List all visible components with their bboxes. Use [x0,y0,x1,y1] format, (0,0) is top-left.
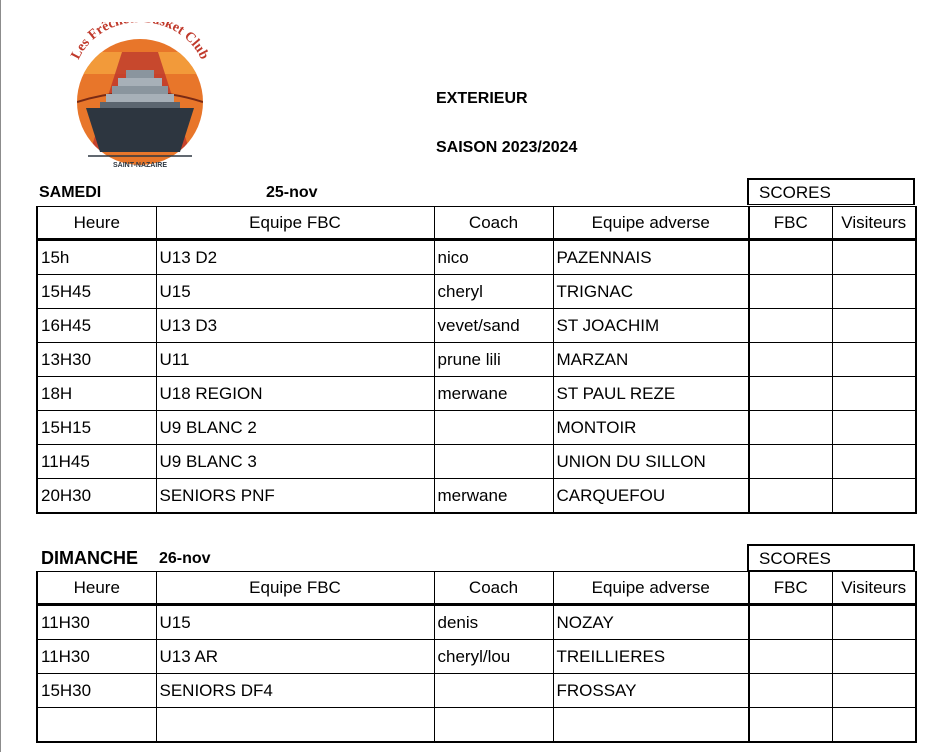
club-logo [60,22,220,172]
saturday-scores-header: SCORES [747,178,915,205]
sunday-date-label: 26-nov [159,550,211,567]
cell-equipe-adverse: PAZENNAIS [553,240,749,275]
col-equipe-adverse: Equipe adverse [553,572,749,605]
saturday-date-label: 25-nov [266,184,318,201]
cell-score-fbc[interactable] [749,275,832,309]
cell-score-fbc[interactable] [749,674,832,708]
cell-score-fbc[interactable] [749,411,832,445]
cell-equipe-fbc: SENIORS DF4 [156,674,434,708]
cell-coach: nico [434,240,553,275]
cell-equipe-fbc: U13 AR [156,640,434,674]
table-row [37,343,916,377]
cell-coach: merwane [434,377,553,411]
col-equipe-fbc: Equipe FBC [156,207,434,240]
table-row [37,605,916,640]
col-equipe-adverse: Equipe adverse [553,207,749,240]
col-score-visiteurs: Visiteurs [832,572,916,605]
cell-score-fbc[interactable] [749,377,832,411]
club-name-text: Les Frêc ket Club [68,22,212,63]
cell-coach: cheryl/lou [434,640,553,674]
col-equipe-fbc: Equipe FBC [156,572,434,605]
cell-coach: merwane [434,479,553,514]
cell-equipe-adverse: ST PAUL REZE [553,377,749,411]
cell-equipe-fbc: U15 [156,605,434,640]
cell-equipe-adverse: FROSSAY [553,674,749,708]
cell-score-fbc[interactable] [749,479,832,514]
cell-score-fbc[interactable] [749,445,832,479]
season-title: SAISON 2023/2024 [436,139,578,156]
cell-equipe-fbc: SENIORS PNF [156,479,434,514]
cell-equipe-adverse: CARQUEFOU [553,479,749,514]
cell-score-visiteurs[interactable] [832,275,916,309]
cell-score-visiteurs[interactable] [832,605,916,640]
cell-heure: 15H30 [37,674,156,708]
cell-equipe-fbc: U9 BLANC 2 [156,411,434,445]
cell-heure: 15h [37,240,156,275]
table-row [37,309,916,343]
cell-score-fbc[interactable] [749,708,832,743]
col-heure: Heure [37,572,156,605]
cell-equipe-adverse: UNION DU SILLON [553,445,749,479]
saturday-day-label: SAMEDI [39,184,102,201]
cell-equipe-adverse: MONTOIR [553,411,749,445]
page-left-rule [0,0,1,752]
table-row [37,479,916,514]
cell-equipe-fbc [156,708,434,743]
cell-score-visiteurs[interactable] [832,640,916,674]
cell-heure: 11H30 [37,605,156,640]
table-row [37,377,916,411]
cell-score-visiteurs[interactable] [832,445,916,479]
saturday-schedule-table [36,206,917,514]
cell-score-fbc[interactable] [749,640,832,674]
club-city-text: SAINT-NAZAIRE [112,162,168,169]
cell-heure [37,708,156,743]
cell-score-fbc[interactable] [749,240,832,275]
table-row [37,411,916,445]
cell-heure: 15H45 [37,275,156,309]
cell-equipe-adverse: ST JOACHIM [553,309,749,343]
cell-score-fbc[interactable] [749,309,832,343]
cell-coach: denis [434,605,553,640]
cell-heure: 13H30 [37,343,156,377]
cell-coach: vevet/sand [434,309,553,343]
cell-score-visiteurs[interactable] [832,343,916,377]
col-heure: Heure [37,207,156,240]
col-coach: Coach [434,572,553,605]
cell-score-visiteurs[interactable] [832,309,916,343]
cell-coach [434,674,553,708]
cell-score-visiteurs[interactable] [832,708,916,743]
col-score-fbc: FBC [749,572,832,605]
col-score-fbc: FBC [749,207,832,240]
cell-score-visiteurs[interactable] [832,479,916,514]
cell-heure: 18H [37,377,156,411]
col-coach: Coach [434,207,553,240]
cell-score-visiteurs[interactable] [832,411,916,445]
cell-score-visiteurs[interactable] [832,377,916,411]
cell-coach: prune lili [434,343,553,377]
cell-equipe-fbc: U13 D2 [156,240,434,275]
cell-score-visiteurs[interactable] [832,674,916,708]
cell-equipe-fbc: U15 [156,275,434,309]
cell-equipe-fbc: U18 REGION [156,377,434,411]
table-header-row [37,207,916,240]
cell-score-fbc[interactable] [749,605,832,640]
page-title: EXTERIEUR [436,90,528,107]
cell-heure: 16H45 [37,309,156,343]
cell-score-visiteurs[interactable] [832,240,916,275]
cell-equipe-adverse [553,708,749,743]
cell-equipe-fbc: U11 [156,343,434,377]
cell-coach [434,708,553,743]
table-row [37,640,916,674]
cell-heure: 11H30 [37,640,156,674]
cell-coach: cheryl [434,275,553,309]
sunday-schedule-table [36,571,917,743]
cell-heure: 20H30 [37,479,156,514]
cell-coach [434,411,553,445]
cell-heure: 11H45 [37,445,156,479]
cell-score-fbc[interactable] [749,343,832,377]
table-row [37,708,916,743]
cell-equipe-adverse: TREILLIERES [553,640,749,674]
cell-equipe-adverse: MARZAN [553,343,749,377]
cell-equipe-fbc: U9 BLANC 3 [156,445,434,479]
cell-equipe-fbc: U13 D3 [156,309,434,343]
cell-coach [434,445,553,479]
cell-equipe-adverse: NOZAY [553,605,749,640]
table-header-row [37,572,916,605]
sunday-scores-header: SCORES [747,544,915,571]
cell-equipe-adverse: TRIGNAC [553,275,749,309]
table-row [37,445,916,479]
cell-heure: 15H15 [37,411,156,445]
table-row [37,674,916,708]
sunday-day-label: DIMANCHE [41,548,138,568]
table-row [37,275,916,309]
col-score-visiteurs: Visiteurs [832,207,916,240]
table-row [37,240,916,275]
